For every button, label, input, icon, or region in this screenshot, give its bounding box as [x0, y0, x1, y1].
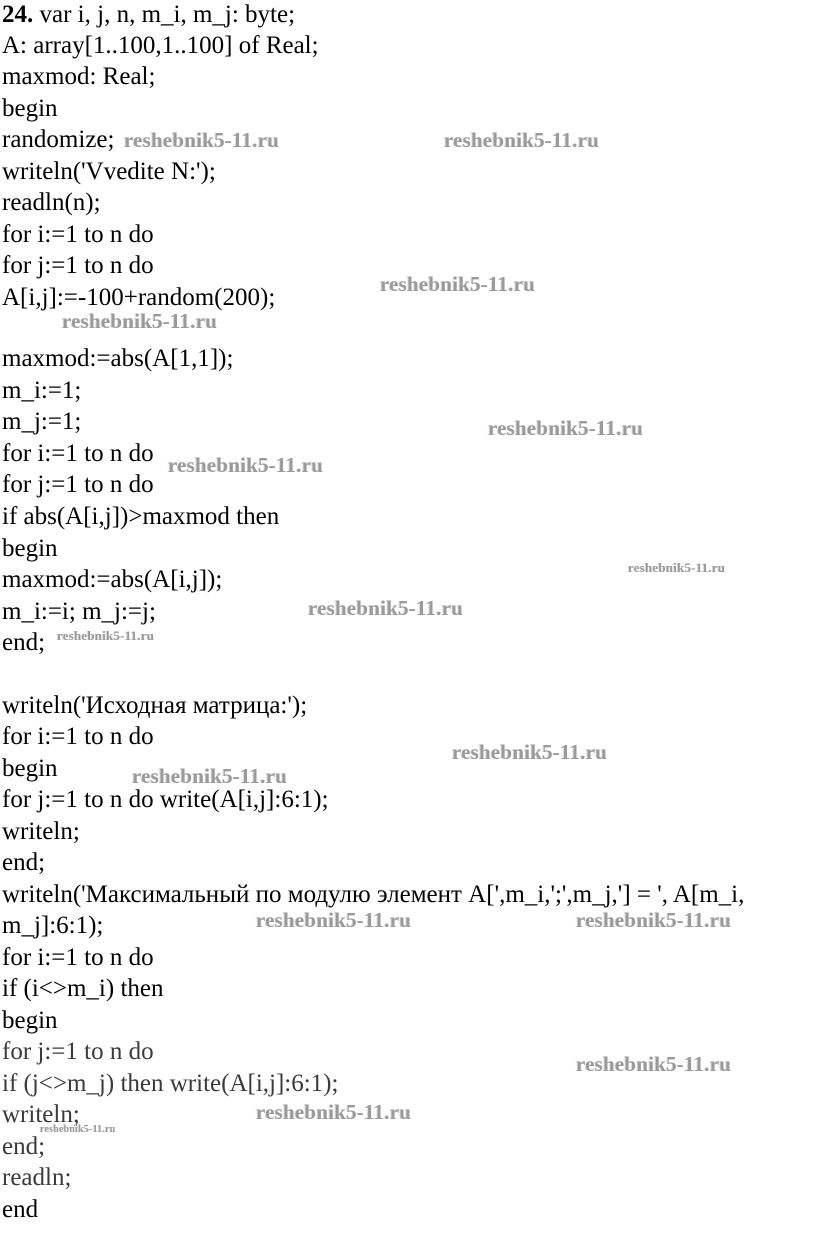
code-line-15: for j:=1 to n do	[2, 471, 154, 498]
code-line-27: writeln('Максимальный по модулю элемент A[',m_i,';',m_j,'] = ', A[m_i,	[2, 881, 745, 908]
watermark: reshebnik5-11.ru	[124, 128, 280, 152]
watermark: reshebnik5-11.ru	[628, 560, 726, 575]
code-line-5: randomize;	[2, 126, 115, 153]
code-line-31: begin	[2, 1007, 58, 1034]
code-line-28: m_j]:6:1);	[2, 912, 104, 939]
code-line-36: readln;	[2, 1164, 72, 1191]
code-line-32: for j:=1 to n do	[2, 1038, 154, 1065]
code-line-9: for j:=1 to n do	[2, 252, 154, 279]
code-line-12: m_i:=1;	[2, 377, 82, 404]
code-line-26: end;	[2, 849, 46, 876]
watermark: reshebnik5-11.ru	[452, 740, 608, 764]
watermark: reshebnik5-11.ru	[256, 908, 412, 932]
watermark: reshebnik5-11.ru	[444, 128, 600, 152]
code-line-35: end;	[2, 1133, 46, 1160]
code-line-37: end	[2, 1196, 39, 1223]
code-line-22: for i:=1 to n do	[2, 723, 154, 750]
watermark: reshebnik5-11.ru	[256, 1100, 412, 1124]
watermark: reshebnik5-11.ru	[57, 628, 155, 643]
code-line-6: writeln('Vvedite N:');	[2, 158, 216, 185]
code-line-17: begin	[2, 535, 58, 562]
code-line-19: m_i:=i; m_j:=j;	[2, 598, 156, 625]
code-line-18: maxmod:=abs(A[i,j]);	[2, 566, 223, 593]
code-line-25: writeln;	[2, 818, 80, 845]
watermark: reshebnik5-11.ru	[488, 416, 644, 440]
code-line-7: readln(n);	[2, 189, 101, 216]
code-line-14: for i:=1 to n do	[2, 440, 154, 467]
code-line-1	[2, 0, 295, 30]
watermark: reshebnik5-11.ru	[168, 453, 324, 477]
code-line-29: for i:=1 to n do	[2, 944, 154, 971]
code-line-20: end;	[2, 629, 46, 656]
code-line-34: writeln;	[2, 1101, 80, 1128]
code-line-10: A[i,j]:=-100+random(200);	[2, 284, 276, 311]
code-line-23: begin	[2, 755, 58, 782]
code-line-30: if (i<>m_i) then	[2, 975, 164, 1002]
code-line-3: maxmod: Real;	[2, 63, 156, 90]
code-line-13: m_j:=1;	[2, 408, 82, 435]
code-text: var i, j, n, m_i, m_j: byte;	[33, 1, 296, 28]
code-line-16: if abs(A[i,j])>maxmod then	[2, 503, 280, 530]
watermark: reshebnik5-11.ru	[576, 1052, 732, 1076]
code-line-24: for j:=1 to n do write(A[i,j]:6:1);	[2, 786, 329, 813]
watermark: reshebnik5-11.ru	[132, 764, 288, 788]
watermark: reshebnik5-11.ru	[576, 908, 732, 932]
code-line-11: maxmod:=abs(A[1,1]);	[2, 345, 234, 372]
code-line-8: for i:=1 to n do	[2, 221, 154, 248]
code-line-33: if (j<>m_j) then write(A[i,j]:6:1);	[2, 1070, 339, 1097]
code-line-21: writeln('Исходная матрица:');	[2, 692, 308, 719]
code-line-2: A: array[1..100,1..100] of Real;	[2, 32, 319, 59]
problem-number: 24.	[2, 1, 34, 28]
code-line-4: begin	[2, 95, 58, 122]
watermark: reshebnik5-11.ru	[308, 596, 464, 620]
watermark: reshebnik5-11.ru	[62, 309, 218, 333]
watermark: reshebnik5-11.ru	[380, 272, 536, 296]
watermark: reshebnik5-11.ru	[40, 1124, 116, 1135]
